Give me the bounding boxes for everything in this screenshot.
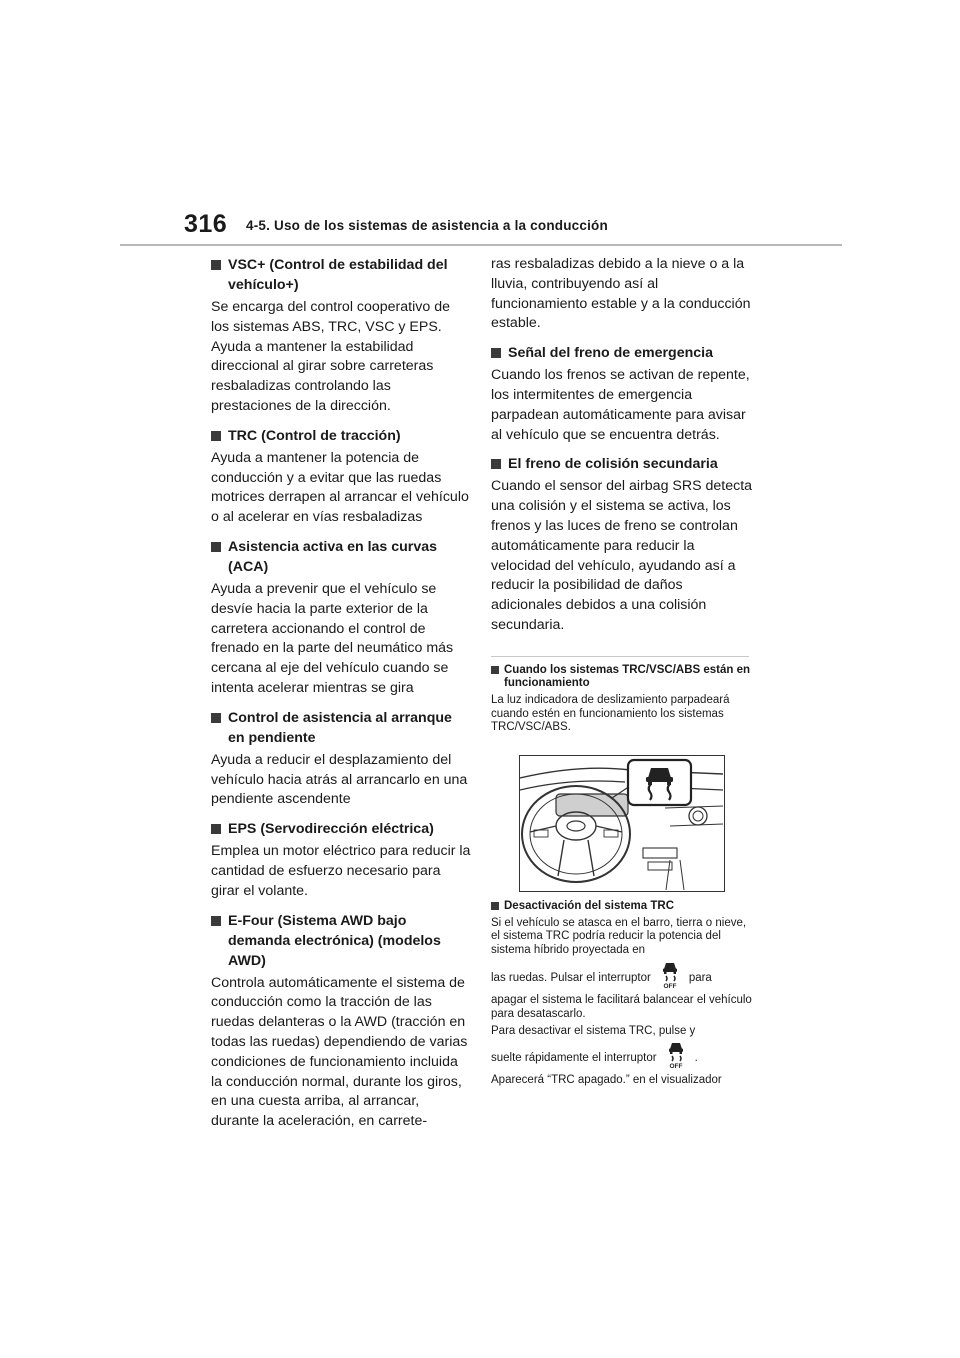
section-title xyxy=(211,537,471,577)
section-title-text: Control de asistencia al arranque en pendiente xyxy=(228,709,452,746)
section-title-text: Señal del freno de emergencia xyxy=(508,345,714,362)
section-body: Ayuda a prevenir que el vehículo se desvíe hacia la parte exterior de la carretera accionando el control de frenado en la parte del neumático más cercana al eje del vehículo cuando se intenta acelerar mientras se gira xyxy=(211,580,454,696)
square-bullet-icon xyxy=(211,713,221,723)
note-body: apagar el sistema le facilitará balancear el vehículo para desatascarlo. xyxy=(491,994,752,1020)
note-body-with-icon xyxy=(491,961,753,991)
square-bullet-icon xyxy=(491,459,501,469)
page-number: 316 xyxy=(184,210,228,238)
dashboard-illustration xyxy=(519,755,725,892)
square-bullet-icon xyxy=(491,902,499,910)
section-body: Emplea un motor eléctrico para reducir la cantidad de esfuerzo necesario para girar el volante. xyxy=(211,843,471,899)
section-body: Ayuda a reducir el desplazamiento del vehículo hacia atrás al arrancarlo en una pendiente ascendente xyxy=(211,751,468,808)
note-body: La luz indicadora de deslizamiento parpadeará cuando estén en funcionamiento los sistemas TRC/VSC/ABS. xyxy=(491,693,730,734)
note-title xyxy=(491,900,753,914)
section-title xyxy=(491,343,753,363)
trc-off-switch-icon xyxy=(663,1041,689,1069)
right-column xyxy=(491,255,753,1091)
section-title-text: VSC+ (Control de estabilidad del vehículo+) xyxy=(228,257,448,293)
note-title-text: Cuando los sistemas TRC/VSC/ABS están en funcionamiento xyxy=(504,663,751,690)
note-body: Para desactivar el sistema TRC, pulse y xyxy=(491,1024,696,1037)
note-text: suelte rápidamente el interruptor xyxy=(491,1052,657,1065)
section-title xyxy=(211,426,471,446)
section-body: Se encarga del control cooperativo de los sistemas ABS, TRC, VSC y EPS. Ayuda a mantener la estabilidad direccional al girar sobre carreteras resbaladizas controlando las prestaciones de la dirección. xyxy=(211,299,450,414)
note-divider xyxy=(491,656,749,657)
section-title-text: TRC (Control de tracción) xyxy=(228,427,401,444)
header-divider xyxy=(120,244,842,246)
section-title-text: Asistencia activa en las curvas (ACA) xyxy=(228,538,437,575)
note-text: las ruedas. Pulsar el interruptor xyxy=(491,972,651,985)
section-title-text: EPS (Servodirección eléctrica) xyxy=(228,821,434,838)
section-body: Ayuda a mantener la potencia de conducción y a evitar que las ruedas motrices derrapen al arrancar el vehículo o al acelerar en vías resbaladizas xyxy=(211,449,469,526)
section-body: Controla automáticamente el sistema de conducción como la tracción de las ruedas delanteras o la AWD (tracción en todas las ruedas) dependiendo de varias condiciones de funcionamiento incluida la conducción normal, durante los giros, en una cuesta arriba, al arrancar, durante la aceleración, en carrete- xyxy=(211,974,468,1130)
note-body-with-icon xyxy=(491,1041,753,1071)
dashboard-slip-indicator-illustration xyxy=(520,756,723,890)
svg-text:OFF: OFF xyxy=(669,1063,683,1070)
section-title xyxy=(211,911,471,971)
note-body: Si el vehículo se atasca en el barro, tierra o nieve, el sistema TRC podría reducir la potencia del sistema híbrido proyectada en xyxy=(491,916,747,957)
note-title xyxy=(491,664,753,691)
chapter-title: 4-5. Uso de los sistemas de asistencia a la conducción xyxy=(246,218,608,233)
trc-off-switch-icon xyxy=(657,961,683,989)
square-bullet-icon xyxy=(491,348,501,358)
section-title xyxy=(491,454,753,474)
note-body: Aparecerá “TRC apagado.” en el visualizador xyxy=(491,1074,722,1087)
square-bullet-icon xyxy=(211,824,221,834)
square-bullet-icon xyxy=(211,431,221,441)
note-text: para xyxy=(688,972,712,985)
note-title-text: Desactivación del sistema TRC xyxy=(504,900,675,913)
section-title xyxy=(211,819,471,839)
section-title-text: El freno de colisión secundaria xyxy=(508,456,718,473)
note-text: . xyxy=(694,1052,698,1065)
svg-text:OFF: OFF xyxy=(663,983,677,990)
section-title xyxy=(211,708,471,748)
section-body: Cuando el sensor del airbag SRS detecta una colisión y el sistema se activa, los frenos y las luces de freno se controlan automáticamente para reducir la velocidad del vehículo, ayudando así a reducir la posibilidad de daños adicionales debidos a una colisión secundaria. xyxy=(491,478,753,633)
square-bullet-icon xyxy=(491,666,499,674)
square-bullet-icon xyxy=(211,542,221,552)
section-body: Cuando los frenos se activan de repente, los intermitentes de emergencia parpadean automáticamente para avisar al vehículo que se encuentra detrás. xyxy=(491,367,750,443)
section-title-text: E-Four (Sistema AWD bajo demanda electrónica) (modelos AWD) xyxy=(228,912,441,969)
left-column xyxy=(211,255,471,1141)
section-title xyxy=(211,255,471,295)
square-bullet-icon xyxy=(211,260,221,270)
square-bullet-icon xyxy=(211,916,221,926)
continued-paragraph: ras resbaladizas debido a la nieve o a la lluvia, contribuyendo así al funcionamiento estable y a la conducción estable. xyxy=(491,256,751,332)
